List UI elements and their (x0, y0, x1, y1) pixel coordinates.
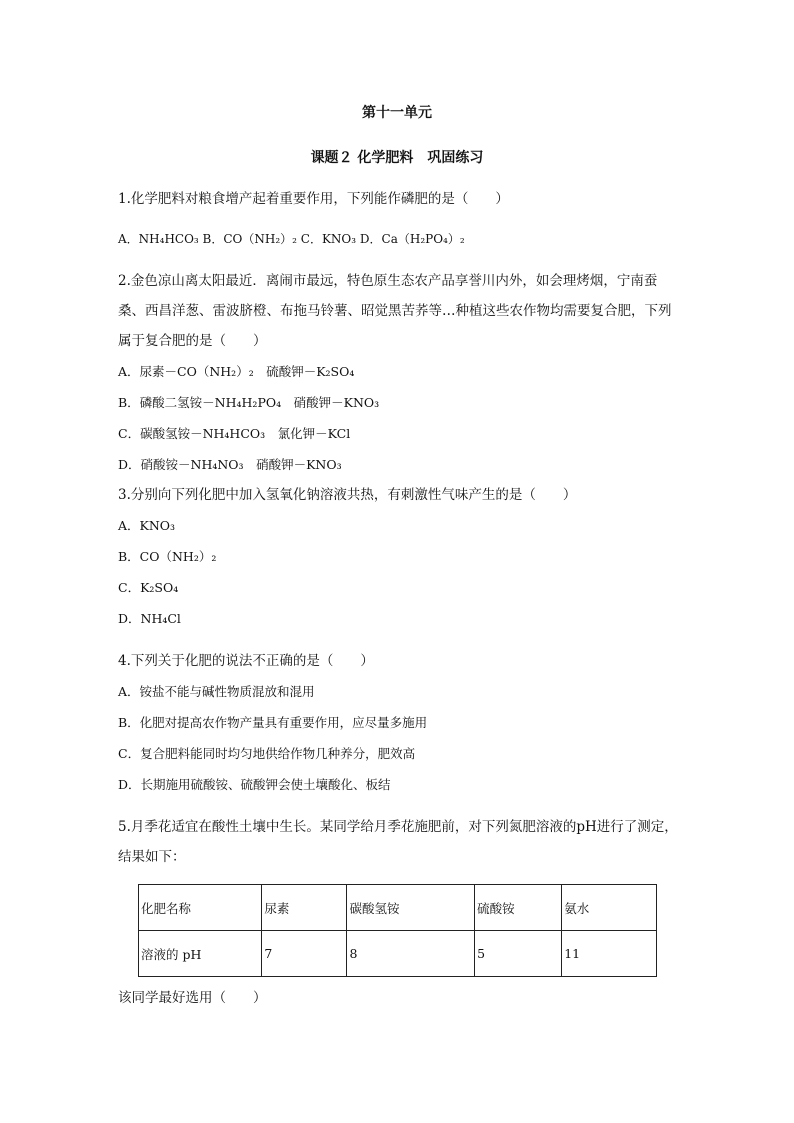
table-cell: 碳酸氢铵 (347, 885, 475, 931)
question-2-options (118, 356, 678, 480)
question-4-option-d: D．长期施用硫酸铵、硫酸钾会使土壤酸化、板结 (118, 777, 391, 792)
question-5-prompt: 该同学最好选用（ ） (118, 990, 267, 1006)
table-cell: 硫酸铵 (475, 885, 562, 931)
question-2-stem: 2.金色凉山离太阳最近．离闹市最远，特色原生态农产品享誉川内外，如会理烤烟，宁南蚕桑、西昌洋葱、雷波脐橙、布拖马铃薯、昭觉黑苦荞等…种植这些农作物均需要复合肥，下列属于复合肥的是（ ） (118, 273, 672, 349)
question-3-option-b: B．CO（NH₂）₂ (118, 549, 217, 564)
table-header-row (139, 885, 657, 931)
lesson-title: 课题２ 化学肥料 巩固练习 (310, 150, 484, 166)
question-5-stem: 5.月季花适宜在酸性土壤中生长。某同学给月季花施肥前，对下列氮肥溶液的pH进行了测定，结果如下： (118, 819, 678, 865)
question-3-option-c: C．K₂SO₄ (118, 580, 179, 595)
question-2-option-b: B．磷酸二氢铵－NH₄H₂PO₄ 硝酸钾－KNO₃ (118, 395, 380, 410)
unit-title: 第十一单元 (362, 105, 432, 121)
question-4-option-b: B．化肥对提高农作物产量具有重要作用，应尽量多施用 (118, 715, 428, 730)
table-cell: 化肥名称 (139, 885, 262, 931)
question-3-options (118, 510, 678, 634)
question-4-option-c: C．复合肥料能同时均匀地供给作物几种养分，肥效高 (118, 746, 416, 761)
question-1-stem: 1.化学肥料对粮食增产起着重要作用，下列能作磷肥的是（ ） (118, 191, 509, 207)
table-cell: 11 (562, 931, 657, 977)
table-cell: 8 (347, 931, 475, 977)
table-cell: 溶液的 pH (139, 931, 262, 977)
table-cell: 氨水 (562, 885, 657, 931)
question-2-option-a: A．尿素－CO（NH₂）₂ 硫酸钾－K₂SO₄ (118, 364, 355, 379)
table-cell: 7 (262, 931, 347, 977)
table-cell: 尿素 (262, 885, 347, 931)
question-3-option-a: A．KNO₃ (118, 518, 176, 533)
question-4-options (118, 676, 678, 800)
table-row (139, 931, 657, 977)
question-2-option-c: C．碳酸氢铵－NH₄HCO₃ 氯化钾－KCl (118, 426, 351, 441)
question-4-option-a: A．铵盐不能与碱性物质混放和混用 (118, 684, 315, 699)
question-list (118, 184, 678, 1013)
question-2-option-d: D．硝酸铵－NH₄NO₃ 硝酸钾－KNO₃ (118, 457, 342, 472)
table-cell: 5 (475, 931, 562, 977)
ph-table (138, 884, 657, 977)
question-4-stem: 4.下列关于化肥的说法不正确的是（ ） (118, 653, 374, 669)
question-3-option-d: D．NH₄Cl (118, 611, 181, 626)
question-3-stem: 3.分别向下列化肥中加入氢氧化钠溶液共热，有刺激性气味产生的是（ ） (118, 487, 577, 503)
question-1-options: A．NH₄HCO₃ B．CO（NH₂）₂ C．KNO₃ D．Ca（H₂PO₄）₂ (118, 232, 465, 246)
